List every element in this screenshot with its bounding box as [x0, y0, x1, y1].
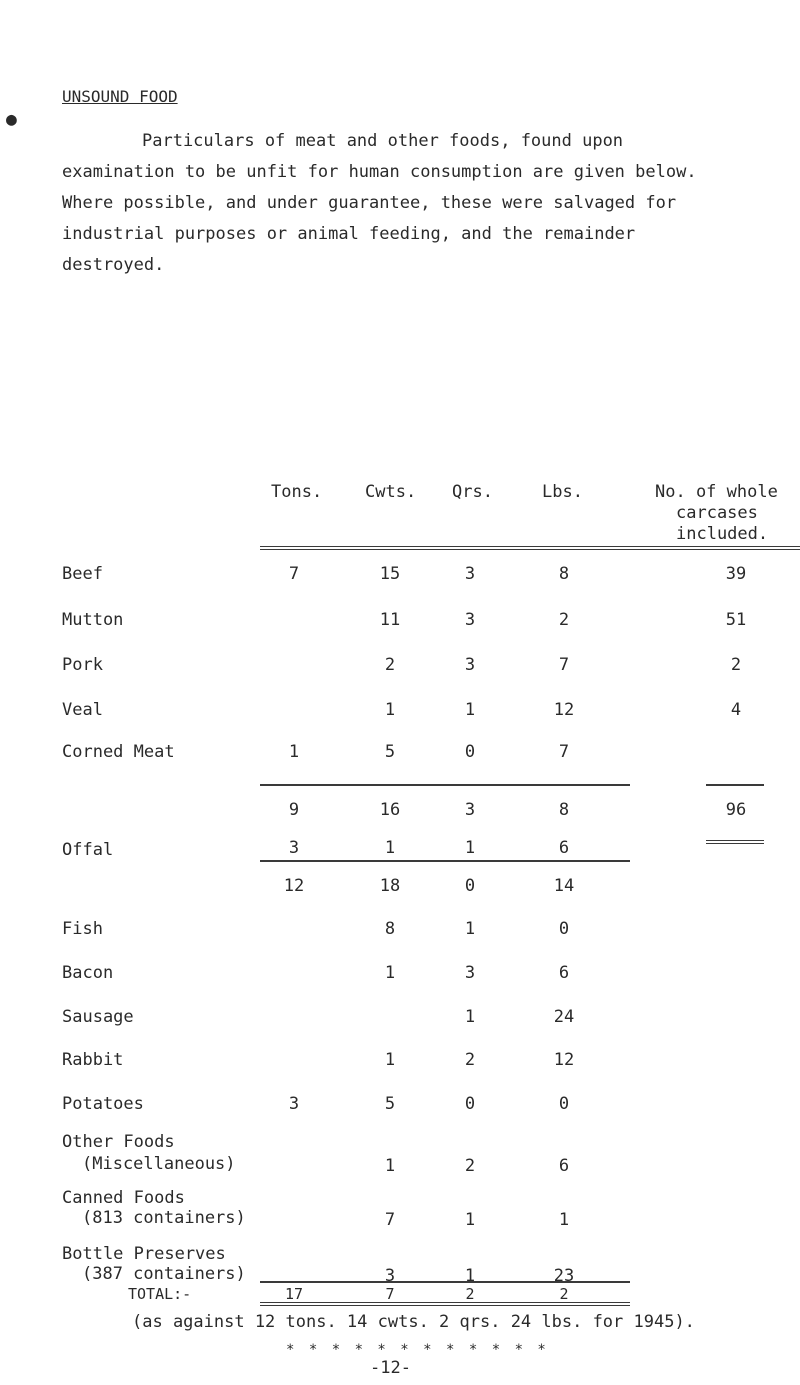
- cell-whole: 4: [730, 700, 742, 720]
- paragraph-line: destroyed.: [62, 255, 165, 275]
- total-label: TOTAL:-: [128, 1285, 192, 1303]
- cell-lbs: 0: [558, 1094, 570, 1114]
- combined-lbs: 14: [553, 876, 575, 896]
- row-label: Bacon: [62, 963, 114, 983]
- total-lbs: 2: [559, 1285, 569, 1303]
- cell-tons: 1: [288, 742, 300, 762]
- cell-cwts: 1: [384, 700, 396, 720]
- total-tons: 17: [284, 1285, 304, 1303]
- cell-cwts: 5: [384, 742, 396, 762]
- cell-lbs: 1: [558, 1210, 570, 1230]
- col-header-tons: Tons.: [271, 482, 323, 502]
- row-label: Mutton: [62, 610, 124, 630]
- comparison-note: (as against 12 tons. 14 cwts. 2 qrs. 24 lbs. for 1945).: [132, 1312, 695, 1332]
- cell-qrs: 1: [464, 1266, 476, 1286]
- paragraph-line: Particulars of meat and other foods, found upon: [142, 131, 624, 151]
- cell-qrs: 1: [464, 838, 476, 858]
- intro-paragraph: [62, 126, 762, 281]
- section-heading: UNSOUND FOOD: [62, 87, 178, 106]
- cell-cwts: 8: [384, 919, 396, 939]
- cell-cwts: 1: [384, 838, 396, 858]
- combined-tons: 12: [283, 876, 305, 896]
- cell-qrs: 1: [464, 919, 476, 939]
- cell-whole: 2: [730, 655, 742, 675]
- row-label: Pork: [62, 655, 103, 675]
- whole-subtotal-rule: [706, 784, 764, 786]
- cell-cwts: 15: [379, 564, 401, 584]
- total-qrs: 2: [465, 1285, 475, 1303]
- combined-qrs: 0: [464, 876, 476, 896]
- cell-cwts: 3: [384, 1266, 396, 1286]
- header-rule: [260, 546, 800, 550]
- subtotal-lbs: 8: [558, 800, 570, 820]
- cell-qrs: 0: [464, 742, 476, 762]
- col-header-qrs: Qrs.: [452, 482, 493, 502]
- paragraph-line: industrial purposes or animal feeding, and the remainder: [62, 224, 636, 244]
- cell-lbs: 6: [558, 838, 570, 858]
- offal-rule: [260, 860, 630, 862]
- paragraph-line: Where possible, and under guarantee, these were salvaged for: [62, 193, 677, 213]
- cell-lbs: 12: [553, 1050, 575, 1070]
- col-header-cwts: Cwts.: [365, 482, 417, 502]
- row-label: Veal: [62, 700, 103, 720]
- subtotal-rule: [260, 784, 630, 786]
- cell-cwts: 1: [384, 1050, 396, 1070]
- cell-qrs: 2: [464, 1050, 476, 1070]
- combined-cwts: 18: [379, 876, 401, 896]
- total-top-rule: [260, 1281, 630, 1283]
- cell-lbs: 7: [558, 742, 570, 762]
- cell-cwts: 2: [384, 655, 396, 675]
- col-header-whole-carcases: [655, 482, 778, 545]
- cell-lbs: 7: [558, 655, 570, 675]
- cell-cwts: 11: [379, 610, 401, 630]
- cell-lbs: 23: [553, 1266, 575, 1286]
- cell-qrs: 0: [464, 1094, 476, 1114]
- cell-qrs: 3: [464, 655, 476, 675]
- header-line: carcases: [676, 503, 758, 523]
- cell-qrs: 1: [464, 1007, 476, 1027]
- row-sublabel: (Miscellaneous): [82, 1154, 236, 1174]
- row-label: Canned Foods: [62, 1188, 185, 1208]
- cell-lbs: 6: [558, 1156, 570, 1176]
- row-label: Sausage: [62, 1007, 134, 1027]
- cell-tons: 3: [288, 1094, 300, 1114]
- cell-qrs: 3: [464, 564, 476, 584]
- cell-qrs: 1: [464, 1210, 476, 1230]
- total-bottom-rule: [260, 1302, 630, 1306]
- subtotal-qrs: 3: [464, 800, 476, 820]
- cell-cwts: 1: [384, 1156, 396, 1176]
- row-label: Corned Meat: [62, 742, 175, 762]
- col-header-lbs: Lbs.: [542, 482, 583, 502]
- header-line: included.: [676, 524, 769, 544]
- whole-total-rule: [706, 840, 764, 844]
- row-sublabel: (813 containers): [82, 1208, 246, 1228]
- cell-cwts: 5: [384, 1094, 396, 1114]
- cell-qrs: 3: [464, 963, 476, 983]
- cell-cwts: 7: [384, 1210, 396, 1230]
- cell-tons: 7: [288, 564, 300, 584]
- subtotal-tons: 9: [288, 800, 300, 820]
- cell-lbs: 2: [558, 610, 570, 630]
- page-number: -12-: [370, 1358, 411, 1378]
- row-label: Bottle Preserves: [62, 1244, 226, 1264]
- cell-whole: 51: [725, 610, 747, 630]
- row-label: Other Foods: [62, 1132, 175, 1152]
- cell-qrs: 2: [464, 1156, 476, 1176]
- row-label: Offal: [62, 840, 114, 860]
- row-sublabel: (387 containers): [82, 1264, 246, 1284]
- cell-whole: 39: [725, 564, 747, 584]
- cell-lbs: 8: [558, 564, 570, 584]
- margin-bullet-mark: ●: [6, 109, 17, 130]
- cell-lbs: 0: [558, 919, 570, 939]
- cell-lbs: 24: [553, 1007, 575, 1027]
- row-label: Potatoes: [62, 1094, 144, 1114]
- star-divider: * * * * * * * * * * * *: [286, 1342, 549, 1358]
- cell-qrs: 3: [464, 610, 476, 630]
- subtotal-whole: 96: [725, 800, 747, 820]
- header-line: No. of whole: [655, 482, 778, 502]
- paragraph-line: examination to be unfit for human consumption are given below.: [62, 162, 697, 182]
- row-label: Rabbit: [62, 1050, 124, 1070]
- row-label: Fish: [62, 919, 103, 939]
- subtotal-cwts: 16: [379, 800, 401, 820]
- total-cwts: 7: [385, 1285, 395, 1303]
- cell-lbs: 12: [553, 700, 575, 720]
- cell-lbs: 6: [558, 963, 570, 983]
- cell-cwts: 1: [384, 963, 396, 983]
- cell-qrs: 1: [464, 700, 476, 720]
- cell-tons: 3: [288, 838, 300, 858]
- row-label: Beef: [62, 564, 103, 584]
